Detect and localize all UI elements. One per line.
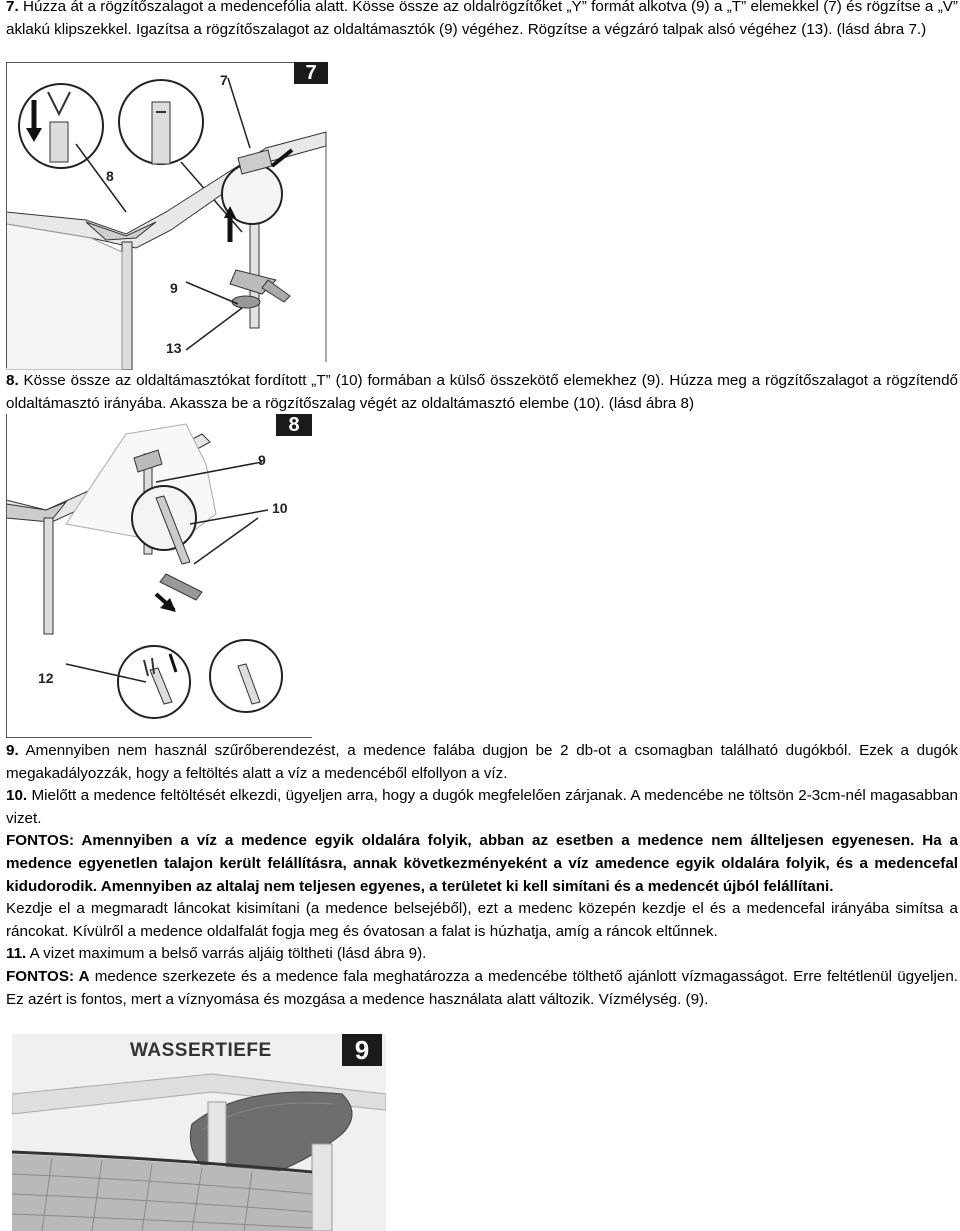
step11-paragraph [6,943,958,966]
figure-frame-bottom [6,737,312,738]
figure-9 [12,1034,386,1231]
callout-12: 12 [38,670,54,686]
callout-8: 8 [106,168,114,184]
warning-paragraph [6,830,958,898]
figure-badge: 8 [276,414,312,436]
step-text: Amennyiben nem használ szűrőberendezést, a medence falába dugjon be 2 db-ot a csomagban található dugókból. Ezek a dugók megakadályozzák, hogy a feltöltés alatt a víz a medencéből elfollyon a víz. [6,742,958,782]
step10-paragraph [6,785,958,830]
wrinkles-paragraph [6,898,958,943]
assembly-illustration [6,414,316,740]
figure-badge: 7 [294,62,328,84]
step7-paragraph [6,0,958,41]
step-number: 11. [6,945,27,963]
step8-paragraph [6,370,958,415]
text-block-steps [6,740,958,1011]
wrinkles-text: Kezdje el a megmaradt láncokat kisimítani (a medence belsejéből), ezt a medenc közepén kezdje el és a medencefal irányába simítsa a ráncokat. Kívülről a medence oldalfalát fogja meg és óvatosan a falat is húzhatja, amíg a ráncok eltűnnek. [6,900,958,940]
callout-10: 10 [272,500,288,516]
step-text: Húzza át a rögzítőszalagot a medencefólia alatt. Kösse össze az oldalrögzítőket „Y” formát alkotva (9) a „T” elemekkel (7) és rögzítse a „V” aklakú klipszekkel. Igazítsa a rögzítőszalagot az oldaltámasztók (9) végéhez. Rögzítse a végzáró talpak alsó végéhez (13). (lásd ábra 7.) [6,0,958,38]
figure-8 [6,414,316,740]
step-number: 9. [6,742,19,759]
figure-frame-left [6,62,7,368]
step-number: 7. [6,0,19,15]
important-label: FONTOS: A [6,967,90,985]
important-text: medence szerkezete és a medence fala meghatározza a medencébe tölthető ajánlott vízmagasságot. Erre feltétlenül ügyeljen. Ez azért is fontos, mert a víznyomása és mozgása a medence használata alatt változik. Vízmélység. (9). [6,967,958,1008]
step-text: A vizet maximum a belső varrás aljáig töltheti (lásd ábra 9). [29,945,427,963]
step-text: Kösse össze az oldaltámasztókat fordított „T” (10) formában a külső összekötő elemekhez (9). Húzza meg a rögzítőszalagot a rögzítendő oldaltámasztó irányába. Akassza be a rögzítőszalag végét az oldaltámasztó elembe (10). (lásd ábra 8) [6,372,958,412]
assembly-illustration [6,62,336,370]
callout-9: 9 [258,452,266,468]
important-paragraph [6,966,958,1011]
step-text: Mielőtt a medence feltöltését elkezdi, ügyeljen arra, hogy a dugók megfelelően zárjanak. A medencébe ne töltsön 2-3cm-nél magasabban vizet. [6,787,958,827]
water-depth-header: WASSERTIEFE [130,1040,272,1061]
callout-13: 13 [166,340,182,356]
figure-badge: 9 [342,1034,382,1066]
callout-7: 7 [220,72,228,88]
step-number: 8. [6,372,19,389]
warning-text: FONTOS: Amennyiben a víz a medence egyik oldalára folyik, abban az esetben a medence nem állteljesen egyenesen. Ha a medence egyenetlen talajon került felállításra, annak következményeként a víz amedence egyik oldalára folyik, és a medencefal kidudorodik. Amennyiben az altalaj nem teljesen egyenes, a területet ki kell simítani és a medencét újból felállítani. [6,832,958,895]
figure-7 [6,62,336,370]
figure-frame-top [6,62,294,63]
step9-paragraph [6,740,958,785]
step-number: 10. [6,787,28,805]
pool-water-depth-photo [12,1034,386,1231]
callout-9: 9 [170,280,178,296]
figure-frame-left [6,414,7,738]
